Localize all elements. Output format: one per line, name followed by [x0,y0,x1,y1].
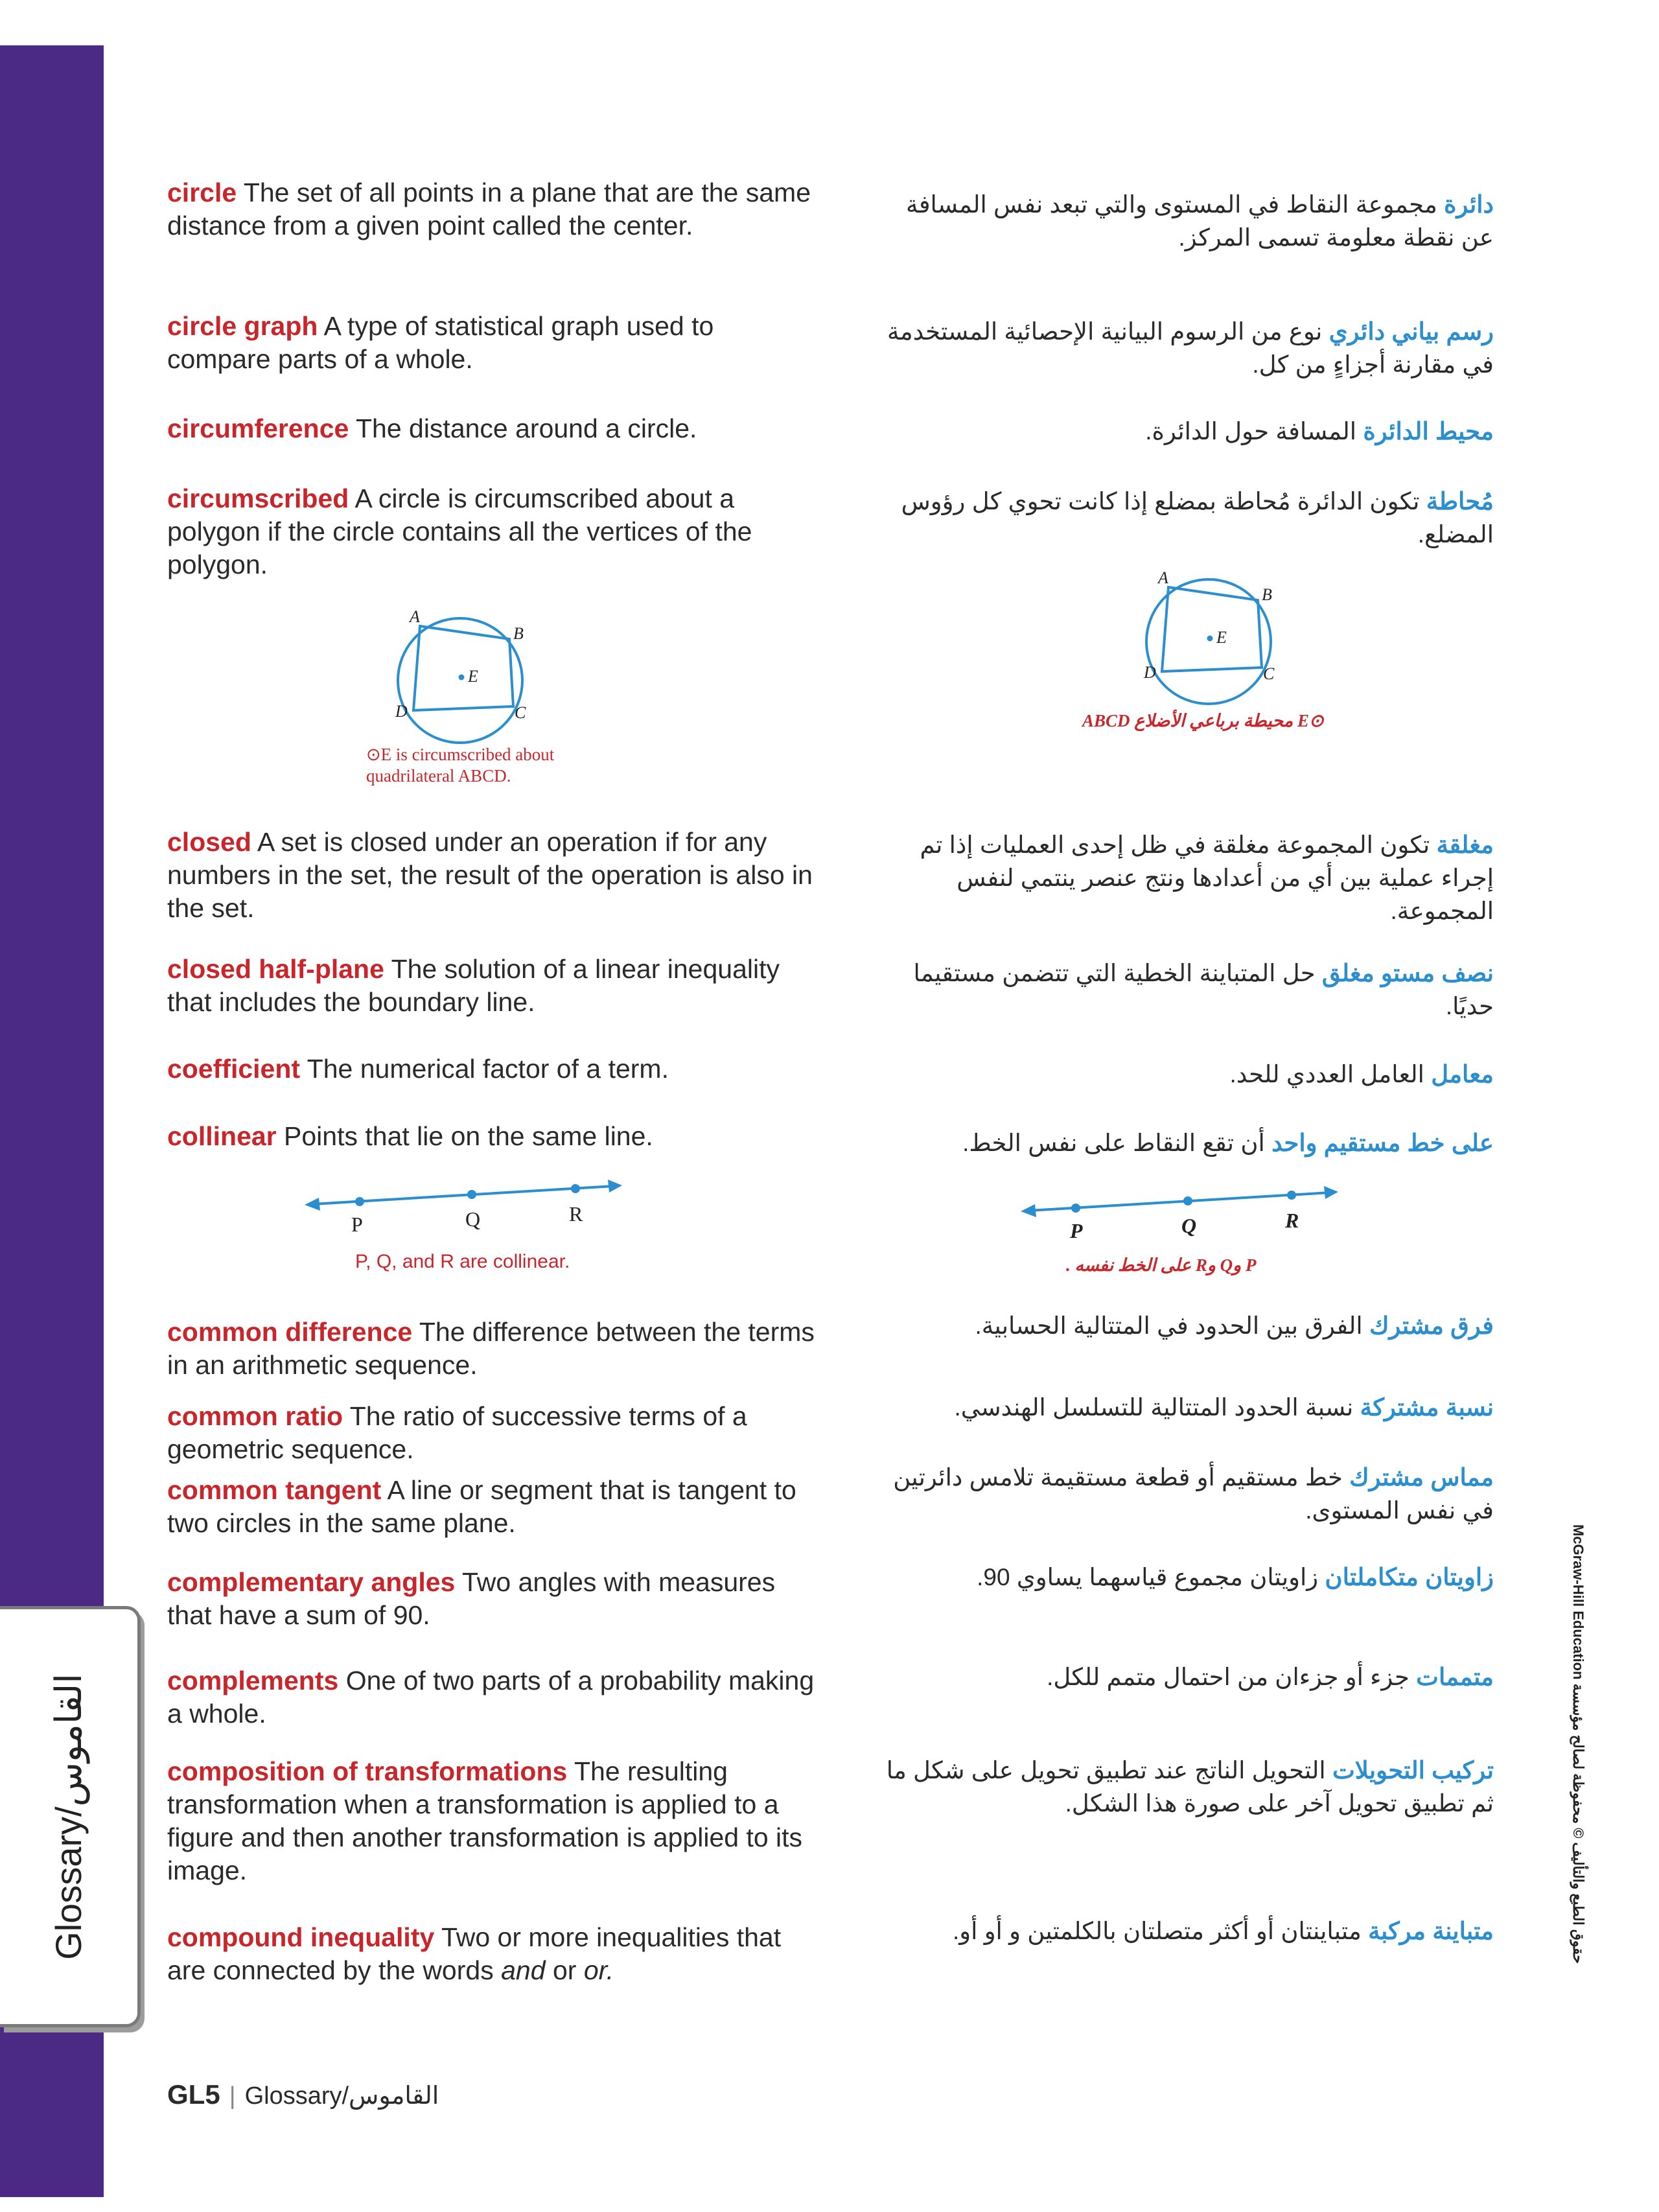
label-q: Q [465,1207,481,1231]
label-b: B [513,624,524,643]
point-p [355,1197,364,1206]
label-p: P [351,1213,363,1236]
ar-entry-circle [885,188,1494,254]
entry-collinear [167,1120,815,1153]
ar-term: معامل [1431,1061,1494,1088]
ar-definition: حل المتباينة الخطية التي تتضمن مستقيما حديًا. [913,960,1494,1019]
ar-term: متباينة مركبة [1368,1918,1494,1944]
collinear-caption-ar: P وQ وR على الخط نفسه . [1066,1255,1257,1275]
definition: A type of statistical graph used to compare parts of a whole. [167,311,714,374]
arrow-left [1021,1204,1036,1217]
point-p [1071,1204,1080,1213]
ar-term: نصف مستو مغلق [1321,960,1494,986]
circumscribed-figure-en [382,609,551,739]
ar-term: متممات [1416,1664,1494,1690]
label-q: Q [1181,1214,1197,1237]
label-d: D [1144,663,1156,682]
collinear-figure-en [305,1167,629,1244]
term: common difference [167,1317,413,1347]
ar-entry-closed [885,828,1494,927]
page-footer [167,2079,439,2110]
quadrilateral-abcd [1162,587,1262,671]
definition: Two angles with measures that have a sum of 90. [167,1567,776,1630]
caption-line: ⊙E is circumscribed about [366,745,555,764]
entry-circle-graph [167,310,815,376]
entry-coefficient [167,1053,815,1086]
center-point-e [1207,636,1213,642]
definition: The ratio of successive terms of a geometric sequence. [167,1401,747,1464]
ar-definition: المسافة حول الدائرة. [1145,418,1357,445]
term: circumscribed [167,483,349,513]
ar-entry-composition-of-transformations [885,1754,1494,1820]
entry-complements [167,1664,815,1730]
ar-definition: جزء أو جزءان من احتمال متمم للكل. [1047,1664,1410,1690]
label-c: C [1263,664,1275,683]
ar-entry-compound-inequality [885,1915,1494,1948]
ar-entry-circumference [885,415,1494,448]
ar-entry-common-difference [885,1309,1494,1342]
entry-common-difference [167,1316,815,1382]
definition-italic-or: or. [583,1955,614,1985]
ar-term: تركيب التحويلات [1332,1757,1494,1784]
label-r: R [1285,1209,1299,1232]
definition: The resulting transformation when a transformation is applied to a figure and then another transformation is applied to its image. [167,1756,803,1885]
ar-entry-common-ratio [885,1391,1494,1424]
label-r: R [569,1202,583,1226]
definition: One of two parts of a probability making a whole. [167,1666,815,1729]
point-q [1183,1196,1192,1205]
definition: The solution of a linear inequality that includes the boundary line. [167,954,780,1017]
term: closed half-plane [167,954,384,984]
ar-term: فرق مشترك [1369,1312,1494,1339]
definition-or-word: or [552,1955,577,1985]
copyright-notice [1565,1501,1591,1987]
term: common ratio [167,1401,343,1431]
term: complements [167,1666,339,1695]
arrow-left [305,1198,320,1211]
circumscribed-caption-ar: ⊙E محيطة برباعي الأضلاع ABCD [1082,711,1324,730]
term: circle graph [167,311,318,341]
page-number: GL5 [167,2079,220,2110]
definition: Points that lie on the same line. [284,1121,653,1151]
ar-definition: أن تقع النقاط على نفس الخط. [962,1130,1265,1156]
definition: A circle is circumscribed about a polygon if the circle contains all the vertices of the polygon. [167,483,752,579]
term: compound inequality [167,1922,435,1952]
entry-common-ratio [167,1400,815,1466]
ar-definition: تكون الدائرة مُحاطة بمضلع إذا كانت تحوي كل رؤوس المضلع. [901,488,1494,548]
definition: The numerical factor of a term. [307,1054,669,1084]
ar-term: رسم بياني دائري [1328,318,1494,345]
term: circumference [167,413,349,443]
ar-entry-circle-graph [885,315,1494,381]
term: complementary angles [167,1567,456,1597]
ar-entry-complementary-angles [885,1561,1494,1594]
term: coefficient [167,1054,301,1084]
definition: A line or segment that is tangent to two circles in the same plane. [167,1475,796,1538]
definition-italic-and: and [501,1955,546,1985]
ar-term: على خط مستقيم واحد [1271,1130,1494,1156]
side-tab-label: Glossary/القاموس [48,1673,89,1960]
ar-definition: تكون المجموعة مغلقة في ظل إحدى العمليات إذا تم إجراء عملية بين أي من أعدادها ونتج عنصر ينتمي لنفس المجموعة. [920,832,1494,924]
entry-compound-inequality [167,1921,815,1987]
ar-definition: الفرق بين الحدود في المتتالية الحسابية. [975,1312,1363,1339]
copyright-text: حقوق الطبع والتأليف © محفوظة لصالح مؤسسة McGraw-Hill Education [1570,1524,1586,1964]
ar-entry-collinear [885,1126,1494,1159]
label-p: P [1070,1219,1083,1242]
ar-entry-coefficient [885,1058,1494,1091]
caption-line: quadrilateral ABCD. [366,766,511,786]
ar-entry-circumscribed [885,485,1494,551]
ar-definition: خط مستقيم أو قطعة مستقيمة تلامس دائرتين في نفس المستوى. [893,1464,1494,1524]
footer-separator: | [229,2082,236,2110]
label-b: B [1262,585,1272,604]
entry-circumscribed [167,482,815,581]
definition: The distance around a circle. [355,413,697,443]
ar-definition: التحويل الناتج عند تطبيق تحويل على شكل ما ثم تطبيق تحويل آخر على صورة هذا الشكل. [886,1757,1494,1817]
ar-term: زاويتان متكاملتان [1325,1564,1494,1590]
ar-term: محيط الدائرة [1363,418,1494,445]
definition: The difference between the terms in an arithmetic sequence. [167,1317,815,1380]
ar-term: دائرة [1444,191,1494,218]
term: collinear [167,1121,277,1151]
ar-entry-closed-half-plane [885,957,1494,1023]
point-r [571,1184,580,1193]
label-e: E [1216,628,1227,647]
definition: A set is closed under an operation if for any numbers in the set, the result of the operation is also in the set. [167,827,813,923]
ar-definition: نوع من الرسوم البيانية الإحصائية المستخدمة في مقارنة أجزاءٍ من كل. [887,318,1494,378]
arrow-right [608,1180,622,1193]
glossary-side-tab[interactable] [0,1606,141,2027]
ar-definition: متباينتان أو أكثر متصلتان بالكلمتين و أو أو. [952,1918,1362,1944]
label-a: A [1158,568,1168,587]
arrow-right [1324,1186,1338,1199]
collinear-figure-ar [1021,1173,1345,1251]
label-a: A [410,607,420,626]
ar-entry-complements [885,1660,1494,1694]
point-q [467,1190,476,1199]
ar-definition: مجموعة النقاط في المستوى والتي تبعد نفس المسافة عن نقطة معلومة تسمى المركز. [906,191,1494,251]
ar-term: نسبة مشتركة [1360,1394,1494,1421]
label-d: D [395,702,408,721]
footer-label: Glossary/القاموس [244,2082,439,2110]
label-e: E [468,667,478,686]
ar-definition: العامل العددي للحد. [1229,1061,1424,1088]
entry-closed [167,826,815,925]
entry-composition-of-transformations [167,1755,815,1887]
ar-term: مغلقة [1436,832,1494,858]
definition: Two or more inequalities that are connected by the words [167,1922,782,1985]
circumscribed-caption-en [366,744,554,787]
point-r [1287,1191,1296,1200]
entry-closed-half-plane [167,953,815,1019]
collinear-caption-en: P, Q, and R are collinear. [355,1251,570,1272]
label-c: C [515,703,526,722]
term: closed [167,827,251,857]
entry-complementary-angles [167,1566,815,1632]
definition: The set of all points in a plane that are the same distance from a given point called the center. [167,178,811,240]
ar-definition: زاويتان مجموع قياسهما يساوي 90. [977,1564,1319,1590]
entry-circumference [167,412,815,445]
ar-term: مماس مشترك [1349,1464,1494,1491]
ar-definition: نسبة الحدود المتتالية للتسلسل الهندسي. [954,1394,1354,1421]
ar-term: مُحاطة [1426,488,1494,515]
ar-entry-common-tangent [885,1461,1494,1527]
quadrilateral-abcd [413,626,513,710]
circumscribed-figure-ar [1131,570,1299,700]
term: composition of transformations [167,1756,568,1786]
entry-common-tangent [167,1474,815,1540]
term: common tangent [167,1475,382,1505]
center-point-e [459,675,465,681]
term: circle [167,178,237,207]
entry-circle [167,176,815,242]
